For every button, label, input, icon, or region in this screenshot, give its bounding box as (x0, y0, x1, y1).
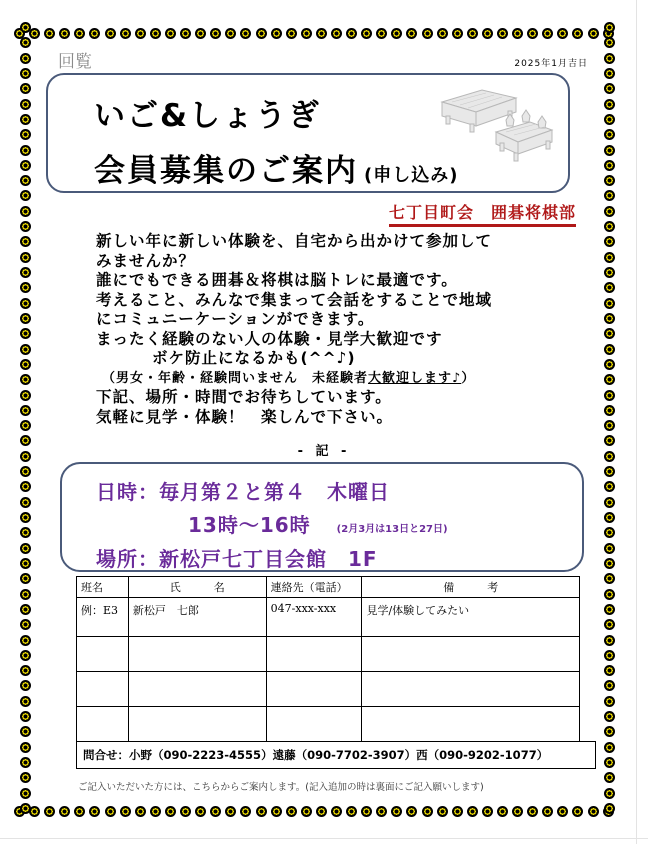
border-dot (604, 313, 615, 324)
border-dot (542, 28, 553, 39)
table-row (77, 637, 580, 672)
body-closing-line: 下記、場所・時間でお待ちしています。 (96, 388, 392, 406)
border-dot (361, 28, 372, 39)
border-dot (195, 28, 206, 39)
border-dot (20, 803, 31, 814)
border-dot (604, 160, 615, 171)
border-dot (301, 806, 312, 817)
border-dot (604, 726, 615, 737)
circulation-label: 回覧 (58, 52, 92, 72)
body-line: にコミュニーケーションができます。 (96, 310, 375, 328)
ki-heading: - 記 - (297, 444, 351, 459)
border-dot (240, 28, 251, 39)
border-dot (604, 512, 615, 523)
border-dot (604, 206, 615, 217)
border-dot (20, 543, 31, 554)
border-dot (20, 466, 31, 477)
cell-group[interactable]: 例：E3 (77, 598, 129, 637)
border-dot (20, 190, 31, 201)
border-dot (271, 28, 282, 39)
border-dot (588, 28, 599, 39)
border-dot (20, 619, 31, 630)
body-line: みませんか？ (96, 251, 196, 270)
border-dot (361, 806, 372, 817)
border-dot (604, 53, 615, 64)
cell-remarks[interactable]: 見学/体験してみたい (362, 598, 580, 637)
border-dot (572, 806, 583, 817)
note-prefix: （男女・年齢・経験問いません 未経験者 (102, 370, 369, 386)
border-dot (20, 298, 31, 309)
go-shogi-board-icon (430, 82, 560, 172)
border-dot (89, 28, 100, 39)
table-row (77, 672, 580, 707)
border-dot (20, 635, 31, 646)
border-dot (331, 806, 342, 817)
border-dot (20, 267, 31, 278)
border-dot (301, 28, 312, 39)
border-dot (20, 665, 31, 676)
table-header-row (77, 577, 580, 598)
signup-table (76, 576, 580, 742)
body-line: 考えること、みんなで集まって会話をすることで地域 (96, 290, 493, 309)
border-dot (20, 742, 31, 753)
border-dot (20, 236, 31, 247)
border-dot (604, 129, 615, 140)
cell-group[interactable] (77, 672, 129, 707)
border-dot (20, 788, 31, 799)
border-dot (20, 359, 31, 370)
border-dot (20, 160, 31, 171)
header-phone: 連絡先（電話） (266, 577, 362, 598)
border-dot (20, 145, 31, 156)
border-dot (604, 481, 615, 492)
border-dot (604, 175, 615, 186)
border-dot (406, 806, 417, 817)
border-dot (225, 806, 236, 817)
border-dot (20, 206, 31, 217)
border-dot (210, 28, 221, 39)
border-dot (20, 680, 31, 691)
body-line: まったく経験のない人の体験・見学大歓迎です (96, 329, 443, 348)
cell-phone[interactable]: 047-xxx-xxx (266, 598, 362, 637)
header-group: 班名 (77, 577, 129, 598)
border-dot (20, 175, 31, 186)
border-dot (105, 28, 116, 39)
border-dot (20, 650, 31, 661)
body-closing-line: 気軽に見学・体験！ 楽しんで下さい。 (96, 407, 394, 426)
note-suffix: ） (461, 370, 476, 386)
border-dot (452, 806, 463, 817)
border-dot (604, 221, 615, 232)
border-dot (572, 28, 583, 39)
cell-phone[interactable] (266, 637, 362, 672)
border-dot (604, 757, 615, 768)
border-dot (604, 298, 615, 309)
border-dot (604, 619, 615, 630)
table-row (77, 598, 580, 637)
border-dot (467, 28, 478, 39)
cell-name[interactable] (128, 672, 266, 707)
border-dot (604, 359, 615, 370)
border-dot (20, 512, 31, 523)
border-dot (20, 405, 31, 416)
border-dot (20, 68, 31, 79)
cell-remarks[interactable] (362, 637, 580, 672)
title-subtitle: (申し込み) (364, 165, 459, 186)
border-dot (20, 696, 31, 707)
border-dot (20, 83, 31, 94)
border-dot (604, 543, 615, 554)
border-dot (604, 420, 615, 431)
border-dot (256, 806, 267, 817)
border-dot (346, 806, 357, 817)
border-dot (180, 28, 191, 39)
border-dot (120, 28, 131, 39)
border-dot (604, 680, 615, 691)
border-dot (20, 589, 31, 600)
border-dot (604, 145, 615, 156)
border-dot (180, 806, 191, 817)
border-dot (20, 604, 31, 615)
border-dot (150, 28, 161, 39)
border-dot (44, 806, 55, 817)
border-dot (604, 604, 615, 615)
border-dot (604, 772, 615, 783)
border-dot (20, 757, 31, 768)
border-dot (135, 28, 146, 39)
border-dot (604, 390, 615, 401)
border-dot (210, 806, 221, 817)
border-dot (557, 806, 568, 817)
border-dot (604, 252, 615, 263)
border-dot (604, 742, 615, 753)
contact-info: 問合せ：小野（090-2223-4555）遠藤（090-7702-3907）西（090-9202-1077） (76, 741, 596, 769)
border-dot (346, 28, 357, 39)
header-remarks: 備 考 (362, 577, 580, 598)
body-line: 誰にでもできる囲碁＆将棋は脳トレに最適です。 (96, 271, 458, 289)
border-dot (240, 806, 251, 817)
border-dot (20, 558, 31, 569)
border-dot (437, 28, 448, 39)
schedule-datetime: 日時：毎月第２と第４ 木曜日 (96, 480, 390, 504)
border-dot (20, 99, 31, 110)
note-emphasis: 大歓迎します♪ (368, 370, 462, 386)
border-dot (604, 497, 615, 508)
border-dot (604, 344, 615, 355)
border-dot (604, 282, 615, 293)
border-dot (20, 282, 31, 293)
border-dot (604, 328, 615, 339)
border-dot (467, 806, 478, 817)
border-dot (604, 83, 615, 94)
schedule-time-note: (2月3月は13日と27日) (336, 524, 448, 535)
border-dot (391, 28, 402, 39)
schedule-time-row (188, 509, 448, 538)
border-dot (604, 68, 615, 79)
border-dot (59, 28, 70, 39)
border-dot (604, 466, 615, 477)
border-dot (20, 573, 31, 584)
border-dot (376, 28, 387, 39)
border-dot (497, 806, 508, 817)
border-dot (452, 28, 463, 39)
border-dot (20, 313, 31, 324)
border-dot (604, 665, 615, 676)
border-dot (20, 374, 31, 385)
border-dot (527, 806, 538, 817)
border-dot (74, 806, 85, 817)
body-note (96, 369, 596, 389)
border-dot (20, 497, 31, 508)
border-left (20, 22, 34, 814)
border-dot (286, 806, 297, 817)
border-dot (20, 22, 31, 33)
border-dot (604, 236, 615, 247)
header-name: 氏 名 (128, 577, 266, 598)
border-dot (604, 635, 615, 646)
border-dot (604, 696, 615, 707)
cell-name[interactable] (128, 637, 266, 672)
border-dot (604, 573, 615, 584)
border-dot (512, 806, 523, 817)
border-dot (20, 481, 31, 492)
border-dot (512, 28, 523, 39)
border-dot (20, 726, 31, 737)
footer-note: ご記入いただいた方には、こちらからご案内します。(記入追加の時は裏面にご記入願いします) (78, 782, 484, 793)
border-dot (604, 803, 615, 814)
border-dot (256, 28, 267, 39)
border-dot (437, 806, 448, 817)
border-dot (604, 99, 615, 110)
cell-phone[interactable] (266, 672, 362, 707)
border-dot (604, 650, 615, 661)
border-dot (542, 806, 553, 817)
border-dot (20, 711, 31, 722)
cell-group[interactable] (77, 637, 129, 672)
page-edge-line (0, 838, 648, 839)
body-line: 新しい年に新しい体験を、自宅から出かけて参加して (96, 232, 493, 250)
border-dot (20, 772, 31, 783)
border-dot (20, 53, 31, 64)
border-dot (331, 28, 342, 39)
border-dot (20, 420, 31, 431)
border-dot (165, 806, 176, 817)
border-dot (286, 28, 297, 39)
border-dot (105, 806, 116, 817)
page-edge-line (636, 0, 637, 844)
border-dot (406, 28, 417, 39)
border-dot (604, 190, 615, 201)
border-right (604, 22, 618, 814)
border-dot (557, 28, 568, 39)
border-dot (316, 806, 327, 817)
border-dot (44, 28, 55, 39)
border-dot (604, 22, 615, 33)
border-dot (135, 806, 146, 817)
border-dot (316, 28, 327, 39)
cell-name[interactable] (128, 707, 266, 742)
body-line: ボケ防止になるかも(^^♪) (152, 349, 356, 367)
border-dot (604, 589, 615, 600)
table-row (77, 707, 580, 742)
cell-remarks[interactable] (362, 707, 580, 742)
border-dot (89, 806, 100, 817)
title-line-2 (94, 145, 458, 190)
border-dot (482, 806, 493, 817)
border-dot (588, 806, 599, 817)
border-dot (376, 806, 387, 817)
border-dot (497, 28, 508, 39)
border-dot (165, 28, 176, 39)
cell-remarks[interactable] (362, 672, 580, 707)
border-dot (20, 221, 31, 232)
border-dot (20, 129, 31, 140)
border-top (14, 28, 614, 42)
border-dot (20, 390, 31, 401)
border-dot (604, 711, 615, 722)
border-dot (482, 28, 493, 39)
issue-date: 2025年1月吉日 (514, 59, 588, 69)
schedule-time: 13時～16時 (188, 513, 311, 537)
border-dot (20, 527, 31, 538)
border-dot (604, 374, 615, 385)
body-text (96, 232, 596, 427)
cell-name[interactable]: 新松戸 七郎 (128, 598, 266, 637)
border-dot (422, 806, 433, 817)
border-dot (20, 252, 31, 263)
border-dot (74, 28, 85, 39)
organization-name: 七丁目町会 囲碁将棋部 (389, 200, 576, 227)
border-dot (604, 527, 615, 538)
cell-group[interactable] (77, 707, 129, 742)
border-dot (604, 405, 615, 416)
border-dot (120, 806, 131, 817)
border-dot (150, 806, 161, 817)
border-dot (527, 28, 538, 39)
border-dot (604, 788, 615, 799)
border-dot (59, 806, 70, 817)
border-dot (604, 37, 615, 48)
title-line-1: いご&しょうぎ (94, 98, 322, 134)
schedule-place: 場所：新松戸七丁目会館 1F (96, 547, 378, 571)
border-dot (604, 114, 615, 125)
border-dot (422, 28, 433, 39)
border-dot (20, 114, 31, 125)
border-dot (195, 806, 206, 817)
border-dot (604, 558, 615, 569)
border-dot (20, 37, 31, 48)
border-dot (391, 806, 402, 817)
border-dot (604, 267, 615, 278)
border-dot (20, 328, 31, 339)
border-dot (20, 344, 31, 355)
border-bottom (14, 806, 614, 820)
title-main: 会員募集のご案内 (94, 153, 358, 189)
border-dot (271, 806, 282, 817)
cell-phone[interactable] (266, 707, 362, 742)
border-dot (225, 28, 236, 39)
